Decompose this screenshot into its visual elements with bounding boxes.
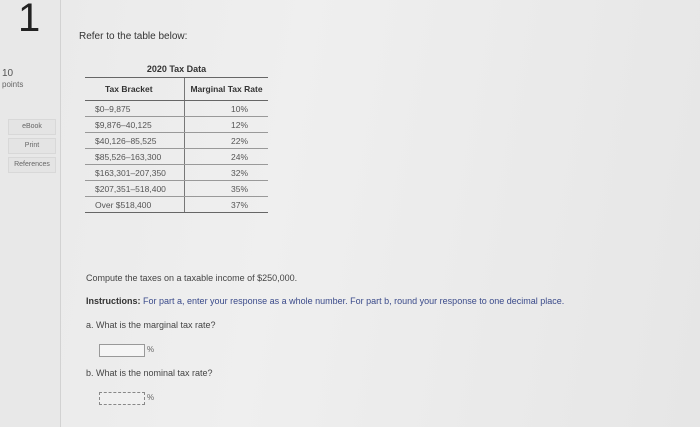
part-a-unit: %: [147, 345, 155, 354]
table-row: [85, 181, 268, 197]
table-row: [85, 149, 268, 165]
tax-table: [85, 77, 268, 213]
bracket-cell: $207,351–518,400: [85, 181, 185, 197]
instructions-text: For part a, enter your response as a whole number. For part b, round your response to one decimal place.: [143, 296, 565, 306]
points-value: 10: [2, 68, 14, 79]
bracket-cell: $40,126–85,525: [85, 133, 185, 149]
question-number: 1: [18, 0, 41, 40]
rate-cell: 32%: [185, 165, 269, 181]
bracket-cell: $85,526–163,300: [85, 149, 185, 165]
rate-cell: 37%: [185, 197, 269, 213]
intro-text: Refer to the table below:: [79, 31, 188, 42]
print-link[interactable]: Print: [8, 138, 56, 154]
table-title: 2020 Tax Data: [146, 64, 207, 74]
column-header-rate: Marginal Tax Rate: [185, 78, 269, 101]
part-a-question: a. What is the marginal tax rate?: [86, 320, 216, 330]
bracket-cell: $9,876–40,125: [85, 117, 185, 133]
rate-cell: 22%: [185, 133, 269, 149]
part-b-question: b. What is the nominal tax rate?: [86, 368, 213, 378]
table-row: [85, 133, 268, 149]
table-row: [85, 197, 268, 213]
table-row: [85, 165, 268, 181]
points-label: points: [2, 80, 24, 89]
part-b-answer-input[interactable]: [99, 392, 145, 405]
rate-cell: 24%: [185, 149, 269, 165]
table-row: [85, 101, 268, 117]
instructions-label: Instructions:: [86, 296, 141, 306]
bracket-cell: $0–9,875: [85, 101, 185, 117]
rate-cell: 10%: [185, 101, 269, 117]
question-sidebar: [0, 0, 61, 427]
prompt-text: Compute the taxes on a taxable income of $250,000.: [86, 273, 298, 283]
rate-cell: 35%: [185, 181, 269, 197]
part-a-answer-input[interactable]: [99, 344, 145, 357]
column-header-bracket: Tax Bracket: [85, 78, 185, 101]
bracket-cell: Over $518,400: [85, 197, 185, 213]
bracket-cell: $163,301–207,350: [85, 165, 185, 181]
rate-cell: 12%: [185, 117, 269, 133]
table-row: [85, 117, 268, 133]
part-b-unit: %: [147, 393, 155, 402]
instructions: [86, 296, 564, 306]
ebook-link[interactable]: eBook: [8, 119, 56, 135]
references-link[interactable]: References: [8, 157, 56, 173]
